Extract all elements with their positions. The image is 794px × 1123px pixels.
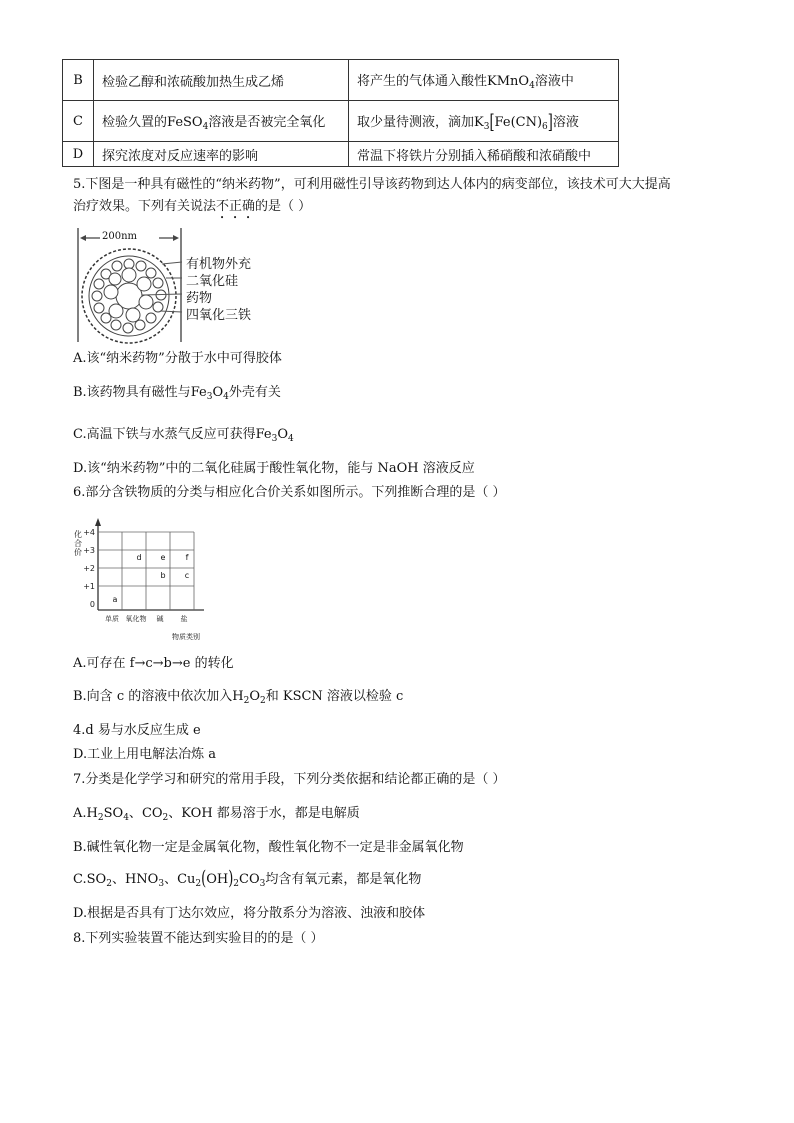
q6-stem: 6.部分含铁物质的分类与相应化合价关系如图所示。下列推断合理的是（ ） <box>73 485 506 500</box>
row-method: 常温下将铁片分别插入稀硝酸和浓硝酸中 <box>349 142 619 167</box>
y-tick-label: +1 <box>83 582 95 591</box>
category-label: 碱 <box>156 615 164 623</box>
q7-option-d: D.根据是否具有丁达尔效应，将分散系分为溶液、浊液和胶体 <box>73 906 426 921</box>
nanoparticle-figure <box>72 226 272 348</box>
row-purpose: 探究浓度对反应速率的影响 <box>94 142 349 167</box>
table-row <box>63 142 619 167</box>
chart-xlabel: 物质类别 <box>172 633 200 641</box>
y-tick-label: 0 <box>89 600 95 609</box>
q5-stem-line2: 治疗效果。下列有关说法不正确的是（ ） <box>73 199 312 214</box>
q6-option-c: 4.d 易与水反应生成 e <box>73 723 201 738</box>
row-key: B <box>63 60 94 101</box>
size-label: 200nm <box>102 231 138 242</box>
valence-chart <box>74 516 214 646</box>
y-tick-label: +2 <box>83 564 95 573</box>
y-axis-arrow <box>95 518 101 526</box>
category-label: 盐 <box>180 615 188 623</box>
table-row <box>63 60 619 101</box>
table-row <box>63 101 619 142</box>
row-method: 将产生的气体通入酸性KMnO$_4$溶液中 <box>349 60 619 101</box>
label-drug: 药物 <box>186 291 213 306</box>
q5-option-a: A.该“纳米药物”分散于水中可得胶体 <box>73 351 282 366</box>
y-tick-label: +3 <box>83 546 95 555</box>
q5-stem-line1: 5.下图是一种具有磁性的“纳米药物”，可利用磁性引导该药物到达人体内的病变部位，该技术可大大提高 <box>73 177 671 192</box>
q7-option-c: $C.SO_2$、$HNO_3$、$Cu_2(OH)_2CO_3$均含有氧元素，都是氧化物 <box>73 868 422 891</box>
q5-option-c: C.高温下铁与水蒸气反应可获得$Fe_3O_4$ <box>73 427 294 444</box>
q8-stem: 8.下列实验装置不能达到实验目的的是（ ） <box>73 931 324 946</box>
q6-option-d: D.工业上用电解法冶炼 a <box>73 747 216 762</box>
point-label: f <box>185 553 189 562</box>
chart-ylabel: 化合价 <box>74 530 82 557</box>
point-label: d <box>136 553 142 562</box>
point-label: c <box>184 571 190 580</box>
q5-option-b: B.该药物具有磁性与$Fe_3O_4$外壳有关 <box>73 385 281 402</box>
y-tick-label: +4 <box>83 528 95 537</box>
row-purpose: 检验乙醇和浓硫酸加热生成乙烯 <box>94 60 349 101</box>
q7-option-b: B.碱性氧化物一定是金属氧化物，酸性氧化物不一定是非金属氧化物 <box>73 840 464 855</box>
q6-option-b: B.向含 c 的溶液中依次加入$H_2O_2$和 KSCN 溶液以检验 c <box>73 689 404 706</box>
label-fe3o4: 四氧化三铁 <box>186 308 252 323</box>
valence-chart-svg <box>74 516 214 646</box>
row-key: C <box>63 101 94 142</box>
row-method: 取少量待测液，滴加$K_3[Fe(CN)_6]$溶液 <box>349 101 619 142</box>
category-label: 单质 <box>105 615 119 623</box>
point-label: e <box>160 553 166 562</box>
q6-option-a: A.可存在 f→c→b→e 的转化 <box>73 656 234 671</box>
row-key: D <box>63 142 94 167</box>
q7-stem: 7.分类是化学学习和研究的常用手段，下列分类依据和结论都正确的是（ ） <box>73 772 506 787</box>
q7-option-a: $A.H_2SO_4$、$CO_2$、KOH 都易溶于水，都是电解质 <box>73 806 360 823</box>
label-organic-coating: 有机物外充 <box>186 257 252 272</box>
q5-option-d: D.该“纳米药物”中的二氧化硅属于酸性氧化物，能与 NaOH 溶液反应 <box>73 461 475 476</box>
category-label: 氧化物 <box>125 615 147 623</box>
options-table <box>62 59 619 167</box>
point-label: a <box>112 595 118 604</box>
row-purpose: 检验久置的FeSO$_4$溶液是否被完全氧化 <box>94 101 349 142</box>
point-label: b <box>160 571 166 580</box>
label-silica: 二氧化硅 <box>186 274 239 289</box>
